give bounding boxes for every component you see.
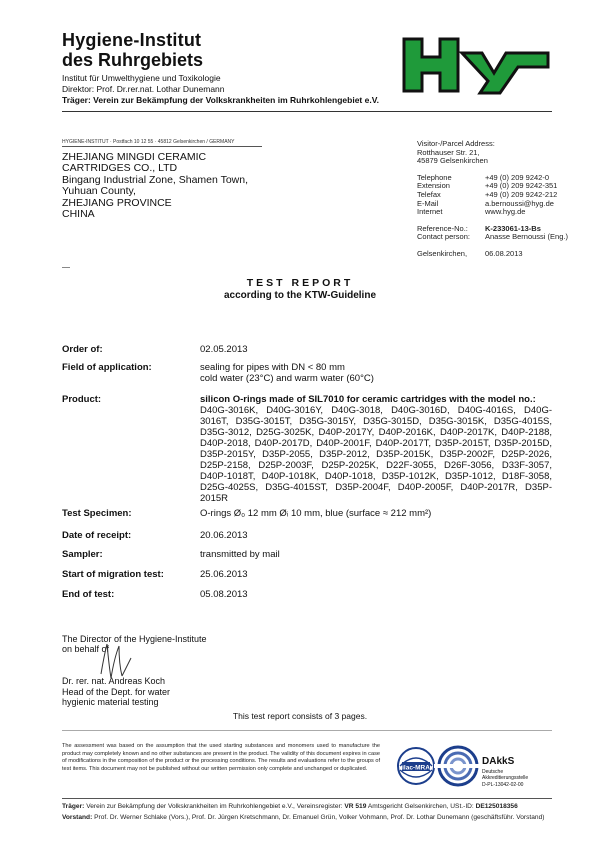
field-receipt: Date of receipt: 20.06.2013 xyxy=(62,530,248,541)
contact-row-extension: Extension +49 (0) 209 9242-351 xyxy=(417,181,558,191)
institute-subtitle: Institut für Umwelthygiene und Toxikologie xyxy=(62,73,221,83)
logo-y-letter xyxy=(462,53,548,93)
recipient-line: Yuhuan County, xyxy=(62,185,136,198)
signature-line1: The Director of the Hygiene-Institute xyxy=(62,634,207,644)
visitor-city: 45879 Gelsenkirchen xyxy=(417,156,488,166)
svg-text:Deutsche: Deutsche xyxy=(482,769,504,775)
footer-rule xyxy=(62,798,552,799)
visitor-street: Rotthauser Str. 21, xyxy=(417,147,480,157)
institute-sponsor: Träger: Verein zur Bekämpfung der Volkskrankheiten im Ruhrkohlengebiet e.V. xyxy=(62,95,379,105)
report-subtitle: according to the KTW-Guideline xyxy=(223,290,377,301)
contact-block xyxy=(417,140,568,259)
disclaimer-rule xyxy=(62,730,552,731)
recipient-line: Bingang Industrial Zone, Shamen Town, xyxy=(62,173,249,186)
field-migration-start: Start of migration test: 25.06.2013 xyxy=(62,569,248,580)
page-count-note: This test report consists of 3 pages. xyxy=(232,711,368,721)
product-model-list: D40G-3016K, D40G-3016Y, D40G-3018, D40G-3016D, D40G-4016S, D40G-3016T, D35G-3015T, D35G-3015Y, D35G-3015D, D35G-3015K, D35G-4015S, D35G-3012, D25G-3025K, D40P-2017Y, D40P-2016K, D40P-2017K, D40P-2188, D40P-2018, D40P-2017D, D40P-2001F, D40P-2017T, D35P-2015T, D35P-2015D, D35P-2015Y, D35P-2055, D35P-2012, D35P-2015K, D35P-2002F, D25P-2026, D25P-2158, D25P-2003F, D25P-2025K, D22F-3055, D26F-3056, D33F-3057, D40P-1018T, D40P-1018K, D40P-1018, D35P-1012K, D35P-1012, D18F-3058, D25G-4025S, D35G-4015ST, D35P-2004F, D40P-2005F, D40P-2017R, D35P-2015R xyxy=(200,405,552,504)
dakks-icon xyxy=(434,747,528,788)
recipient-line: ZHEJIANG MINGDI CERAMIC xyxy=(62,151,207,163)
institute-name-line1: Hygiene-Institut xyxy=(62,30,202,50)
signatory-name: Dr. rer. nat. Andreas Koch xyxy=(62,676,166,687)
ilac-mra-icon xyxy=(398,748,434,784)
product-description: silicon O-rings made of SIL7010 for ceramic cartridges with the model no.: xyxy=(200,394,536,405)
recipient-address xyxy=(62,152,248,220)
field-product: Product: silicon O-rings made of SIL7010 for ceramic cartridges with the model no.: D40G-3016K, D40G-3016Y, D40G-3018, D40G-3016D, D40G-4016S, D40G-3016T, D35G-3015T, D35G-3015Y, D35G-3015D, D35G-3015K, D35G-4015S, D35G-3012, D25G-3025K, D40P-2017Y, D40P-2016K, D40P-2017K, D40P-2188, D40P-2018, D40P-2017D, D40P-2001F, D40P-2017T, D35P-2015T, D35P-2015D, D35P-2015Y, D35P-2055, D35P-2012, D35P-2015K, D35P-2002F, D25P-2026, D25P-2158, D25P-2003F, D25P-2025K, D22F-3055, D26F-3056, D33F-3057, D40P-1018T, D40P-1018K, D40P-1018, D35P-1012K, D35P-1012, D18F-3058, D25G-4025S, D35G-4015ST, D35P-2004F, D40P-2005F, D40P-2017R, D35P-2015R xyxy=(62,394,552,504)
sender-line: HYGIENE-INSTITUT · Postfach 10 12 55 · 45812 Gelsenkirchen / GERMANY xyxy=(62,139,235,145)
reference-number: Reference-No.: K-233061-13-Bs xyxy=(417,223,541,233)
institute-director: Direktor: Prof. Dr.rer.nat. Lothar Dunemann xyxy=(62,84,225,94)
field-sampler: Sampler: transmitted by mail xyxy=(62,549,280,560)
contact-row-telephone: Telephone +49 (0) 209 9242-0 xyxy=(417,172,550,182)
contact-row-internet: Internet www.hyg.de xyxy=(417,207,526,217)
field-order: Order of: 02.05.2013 xyxy=(62,344,248,355)
signature-line2: on behalf of xyxy=(62,644,110,655)
footer-sponsor: Träger: Verein zur Bekämpfung der Volkskrankheiten im Ruhrkohlengebiet e.V., Vereinsregister: VR 519 Amtsgericht Gelsenkirchen, USt.-ID: DE125018356 xyxy=(62,803,518,810)
svg-text:DAkkS: DAkkS xyxy=(482,756,515,767)
signatory-role1: Head of the Dept. for water xyxy=(62,686,171,697)
recipient-line: CHINA xyxy=(62,208,95,221)
header-rule xyxy=(62,111,552,112)
accreditation-badges xyxy=(394,740,554,796)
handwritten-signature xyxy=(95,640,135,684)
field-specimen: Test Specimen: O-rings Ø₀ 12 mm Øᵢ 10 mm, blue (surface ≈ 212 mm²) xyxy=(62,508,432,519)
disclaimer-text: The assessment was based on the assumption that the used starting substances and monomers used to manufacture the product may completely known and no other substances are present in the product. The validity of this document expires in case of modifications in the composition of the product or the processing conditions. The results and evaluations refer to the groups of test items. This document may not be published without our written permission only complete and unchanged or duplicated. xyxy=(62,743,380,772)
logo-h-letter xyxy=(404,39,458,91)
hyg-logo xyxy=(400,33,552,97)
contact-row-telefax: Telefax +49 (0) 209 9242-212 xyxy=(417,189,558,199)
fold-mark xyxy=(62,267,70,268)
recipient-line: ZHEJIANG PROVINCE xyxy=(62,196,172,209)
visitor-address-label: Visitor-/Parcel Address: xyxy=(417,139,495,148)
field-end-of-test: End of test: 05.08.2013 xyxy=(62,589,248,600)
signatory-role2: hygienic material testing xyxy=(62,696,159,707)
footer-board: Vorstand: Prof. Dr. Werner Schlake (Vors.), Prof. Dr. Jürgen Kretschmann, Dr. Emanuel Grün, Volker Vohmann, Prof. Dr. Lothar Dunemann (geschäftsführ. Vorstand) xyxy=(62,814,545,821)
report-title: TEST REPORT xyxy=(246,277,354,289)
sender-underline xyxy=(62,146,262,147)
svg-text:Akkreditierungsstelle: Akkreditierungsstelle xyxy=(482,775,529,781)
field-application: Field of application: sealing for pipes with DN < 80 mm cold water (23°C) and warm water (60°C) xyxy=(62,362,374,384)
document-date: Gelsenkirchen, 06.08.2013 xyxy=(417,248,523,258)
institute-name-line2: des Ruhrgebiets xyxy=(62,50,204,70)
svg-text:D-PL-13042-02-00: D-PL-13042-02-00 xyxy=(482,782,524,788)
recipient-line: CARTRIDGES CO., LTD xyxy=(62,162,178,175)
contact-row-email: E-Mail a.bernoussi@hyg.de xyxy=(417,198,554,208)
contact-person: Contact person: Anasse Bernoussi (Eng.) xyxy=(417,232,568,242)
svg-text:ilac-MRA: ilac-MRA xyxy=(402,764,430,772)
